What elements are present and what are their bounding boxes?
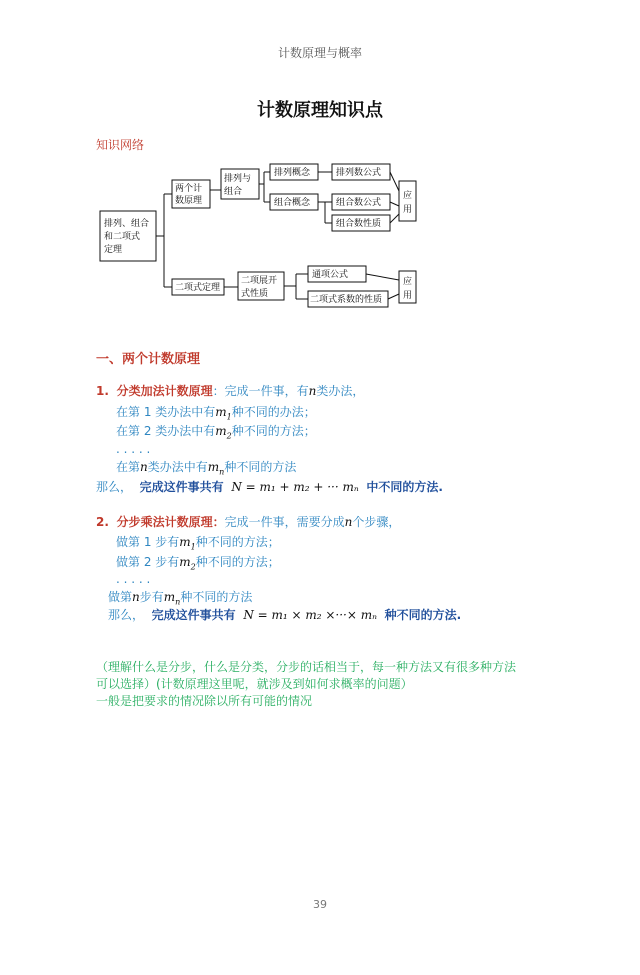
node-root-label-2: 和二项式 xyxy=(104,232,141,242)
node-two-principles-label-2: 数原理 xyxy=(175,196,203,206)
node-coef-property-label: 二项式系数的性质 xyxy=(310,295,383,305)
principle-2-dots: . . . . . xyxy=(116,572,151,586)
node-apply-bottom-label-1: 应 xyxy=(403,277,413,287)
note-line-1: （理解什么是分步，什么是分类，分步的话相当于，每一种方法又有很多种方法 xyxy=(96,660,517,674)
node-comb-property-label: 组合数性质 xyxy=(336,219,382,229)
principle-2-conclusion: 那么， 完成这件事共有 N = m₁ × m₂ ×···× mₙ 种不同的方法. xyxy=(108,608,462,622)
node-root-label-1: 排列、组合 xyxy=(104,219,150,229)
node-apply-top-label-1: 应 xyxy=(403,191,413,201)
knowledge-network-label: 知识网络 xyxy=(96,138,145,152)
page-title: 计数原理知识点 xyxy=(257,100,383,121)
node-general-term-label: 通项公式 xyxy=(312,270,349,280)
principle-1-line-1: 在第 1 类办法中有$m_1$种不同的办法； xyxy=(116,405,316,422)
principle-1-conclusion: 那么， 完成这件事共有 N = m₁ + m₂ + ··· mₙ 中不同的方法. xyxy=(96,480,443,494)
page-header: 计数原理与概率 xyxy=(277,46,362,60)
node-comb-concept-label: 组合概念 xyxy=(274,198,311,208)
product-formula: N = m₁ × m₂ ×···× mₙ xyxy=(243,608,377,622)
node-apply-bottom-label-2: 用 xyxy=(403,291,413,301)
node-binomial-label: 二项式定理 xyxy=(175,283,221,293)
node-expansion-label-1: 二项展开 xyxy=(241,276,278,286)
node-apply-top xyxy=(399,181,416,221)
knowledge-network-diagram xyxy=(96,156,426,311)
principle-2-line-2: 做第 2 步有$m_2$种不同的方法； xyxy=(116,555,280,572)
principle-1-line-n: 在第n类办法中有$m_n$种不同的方法 xyxy=(116,460,297,477)
sum-formula: N = m₁ + m₂ + ··· mₙ xyxy=(231,480,359,494)
node-two-principles-label-1: 两个计 xyxy=(175,184,203,194)
principle-1-line-2: 在第 2 类办法中有$m_2$种不同的方法； xyxy=(116,424,316,441)
node-perm-comb-label-2: 组合 xyxy=(224,187,243,197)
principle-2-intro: 2. 分步乘法计数原理：完成一件事，需要分成n个步骤， xyxy=(96,515,401,529)
principle-2-term: 分步乘法计数原理： xyxy=(116,515,225,529)
node-perm-count-label: 排列数公式 xyxy=(336,168,382,178)
principle-1-dots: . . . . . xyxy=(116,442,151,456)
note-line-3: 一般是把要求的情况除以所有可能的情况 xyxy=(96,694,313,708)
section-heading: 一、两个计数原理 xyxy=(96,352,201,367)
node-perm-concept-label: 排列概念 xyxy=(274,168,311,178)
page-number: 39 xyxy=(313,898,327,911)
principle-2-line-n: 做第n步有$m_n$种不同的方法 xyxy=(108,590,253,607)
note-line-2: 可以选择）(计数原理这里呢，就涉及到如何求概率的问题） xyxy=(96,677,413,691)
node-comb-count-label: 组合数公式 xyxy=(336,198,382,208)
principle-2-line-1: 做第 1 步有$m_1$种不同的方法； xyxy=(116,535,280,552)
principle-1-intro: 1. 分类加法计数原理：完成一件事，有n类办法， xyxy=(96,384,365,398)
node-apply-top-label-2: 用 xyxy=(403,205,413,215)
node-perm-comb-label-1: 排列与 xyxy=(224,174,252,184)
principle-1-term: 分类加法计数原理 xyxy=(116,384,213,398)
node-expansion-label-2: 式性质 xyxy=(241,289,269,299)
node-root-label-3: 定理 xyxy=(104,245,123,255)
